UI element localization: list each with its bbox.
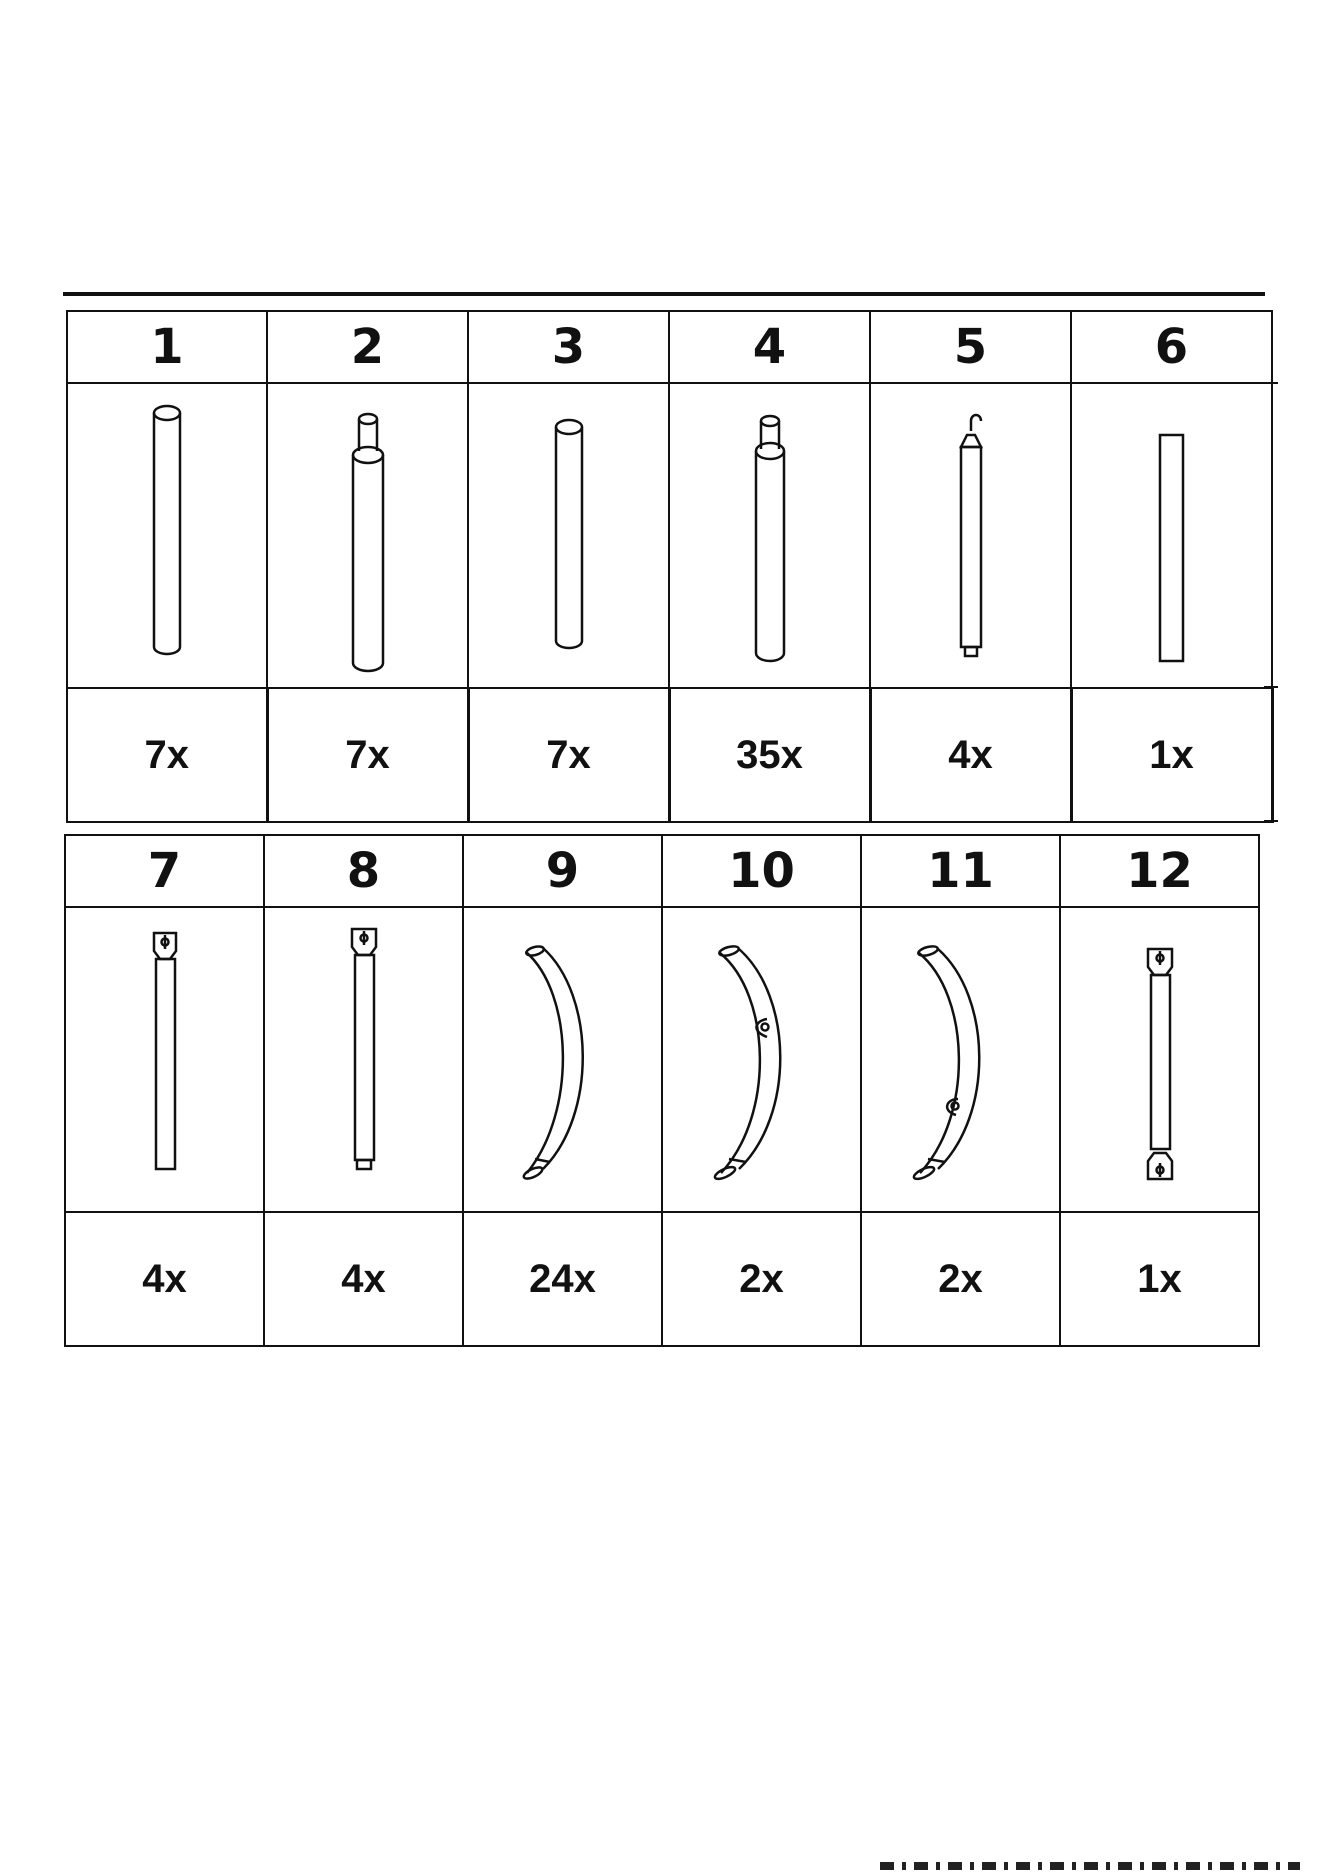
quantity-cell — [870, 688, 1071, 822]
part-number: 11 — [927, 843, 994, 899]
plain-tube-icon — [539, 391, 599, 681]
part-number: 2 — [350, 319, 385, 375]
cut-line-tick — [1264, 382, 1278, 384]
curved-rib-with-lower-hole-icon — [906, 915, 1016, 1205]
quantity-cell — [67, 688, 267, 822]
part-number-cell — [1060, 835, 1259, 907]
part-quantity: 24x — [529, 1256, 596, 1301]
part-quantity: 2x — [739, 1256, 784, 1301]
quantity-cell — [669, 688, 870, 822]
part-number-cell — [1071, 311, 1272, 383]
cut-line-tick — [1264, 820, 1278, 822]
part-quantity: 7x — [546, 732, 591, 777]
bracket-pole-icon — [135, 915, 195, 1205]
bracket-pole-with-tip-icon — [334, 915, 394, 1205]
part-illustration-row — [67, 383, 1272, 688]
quantity-cell — [1060, 1212, 1259, 1346]
part-number-cell — [662, 835, 861, 907]
part-quantity: 7x — [345, 732, 390, 777]
part-number: 6 — [1154, 319, 1189, 375]
plain-tube-icon — [137, 391, 197, 681]
quantity-cell — [463, 1212, 662, 1346]
part-number: 10 — [728, 843, 795, 899]
flat-bar-icon — [1142, 391, 1202, 681]
parts-table-bottom — [64, 834, 1260, 1347]
part-illustration-cell — [65, 907, 264, 1212]
curved-rib-with-upper-hole-icon — [707, 915, 817, 1205]
part-number-cell — [463, 835, 662, 907]
hook-pole-icon — [941, 391, 1001, 681]
part-illustration-cell — [662, 907, 861, 1212]
part-illustration-cell — [267, 383, 468, 688]
part-illustration-cell — [468, 383, 669, 688]
part-quantity: 4x — [341, 1256, 386, 1301]
quantity-cell — [468, 688, 669, 822]
part-quantity: 7x — [144, 732, 189, 777]
part-quantity: 1x — [1137, 1256, 1182, 1301]
part-number: 8 — [346, 843, 381, 899]
quantity-row — [65, 1212, 1259, 1346]
part-illustration-cell — [1071, 383, 1272, 688]
stepped-tube-icon — [338, 391, 398, 681]
part-illustration-cell — [870, 383, 1071, 688]
part-number: 9 — [545, 843, 580, 899]
double-bracket-bar-icon — [1130, 915, 1190, 1205]
part-number-cell — [861, 835, 1060, 907]
part-number-cell — [67, 311, 267, 383]
cut-line-tick — [1264, 686, 1278, 688]
part-number: 3 — [551, 319, 586, 375]
quantity-cell — [662, 1212, 861, 1346]
part-illustration-cell — [669, 383, 870, 688]
quantity-cell — [65, 1212, 264, 1346]
top-rule — [63, 292, 1265, 296]
part-quantity: 1x — [1149, 732, 1194, 777]
part-number-row — [67, 311, 1272, 383]
part-quantity: 2x — [938, 1256, 983, 1301]
part-illustration-cell — [861, 907, 1060, 1212]
quantity-cell — [861, 1212, 1060, 1346]
part-number-cell — [870, 311, 1071, 383]
quantity-cell — [264, 1212, 463, 1346]
part-number: 5 — [953, 319, 988, 375]
part-number-cell — [468, 311, 669, 383]
part-number-cell — [65, 835, 264, 907]
parts-table-top — [66, 310, 1274, 823]
quantity-cell — [1071, 688, 1272, 822]
part-illustration-cell — [463, 907, 662, 1212]
part-illustration-cell — [67, 383, 267, 688]
part-quantity: 35x — [736, 732, 803, 777]
part-number: 4 — [752, 319, 787, 375]
part-number-row — [65, 835, 1259, 907]
part-number: 1 — [150, 319, 184, 375]
footer-scan-marks — [880, 1862, 1300, 1870]
part-quantity: 4x — [948, 732, 993, 777]
part-illustration-row — [65, 907, 1259, 1212]
part-number: 7 — [147, 843, 182, 899]
part-number: 12 — [1126, 843, 1193, 899]
part-illustration-cell — [1060, 907, 1259, 1212]
quantity-row — [67, 688, 1272, 822]
stepped-tube-icon — [740, 391, 800, 681]
part-illustration-cell — [264, 907, 463, 1212]
part-number-cell — [267, 311, 468, 383]
part-number-cell — [264, 835, 463, 907]
quantity-cell — [267, 688, 468, 822]
curved-rib-icon — [513, 915, 613, 1205]
part-number-cell — [669, 311, 870, 383]
part-quantity: 4x — [142, 1256, 187, 1301]
